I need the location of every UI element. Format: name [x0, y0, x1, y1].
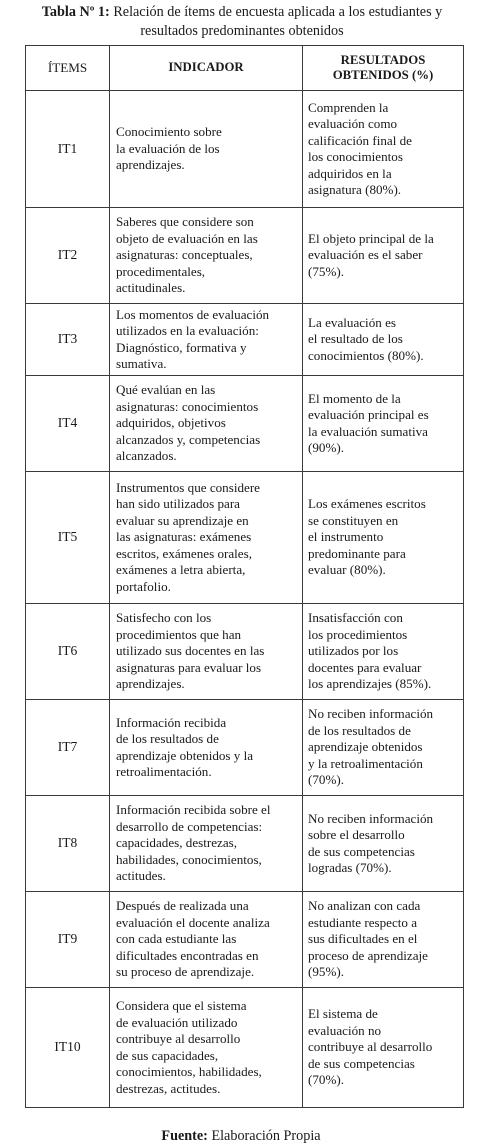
item-code: IT10: [26, 988, 110, 1108]
result-line: No reciben información: [308, 810, 434, 826]
table-row: [26, 892, 464, 988]
indicator-line: objeto de evaluación en las: [116, 230, 258, 246]
indicator-line: la evaluación de los: [116, 140, 220, 156]
survey-items-table: [25, 45, 464, 1108]
header-indicator: INDICADOR: [110, 46, 303, 91]
indicator-cell: [110, 91, 303, 208]
indicator-line: Diagnóstico, formativa y: [116, 339, 247, 355]
indicator-line: destrezas, actitudes.: [116, 1080, 221, 1096]
result-line: (70%).: [308, 1072, 344, 1088]
item-code: IT1: [26, 91, 110, 208]
result-line: (90%).: [308, 440, 344, 455]
result-line: contribuye al desarrollo: [308, 1039, 433, 1055]
indicator-line: de sus capacidades,: [116, 1047, 219, 1063]
indicator-line: Los momentos de evaluación: [116, 306, 270, 322]
table-row: [26, 604, 464, 700]
result-cell: [303, 892, 464, 988]
result-line: los conocimientos: [308, 149, 403, 164]
result-line: El sistema de: [308, 1006, 378, 1022]
item-code: IT8: [26, 796, 110, 892]
item-code: IT2: [26, 208, 110, 304]
indicator-line: exámenes a letra abierta,: [116, 562, 246, 578]
indicator-line: escritos, exámenes orales,: [116, 545, 252, 561]
indicator-line: actitudinales.: [116, 280, 186, 296]
indicator-line: las asignaturas: exámenes: [116, 529, 252, 545]
table-header-row: [26, 46, 464, 91]
item-code: IT3: [26, 304, 110, 376]
result-cell: [303, 472, 464, 604]
source-text: Elaboración Propia: [207, 1128, 321, 1144]
header-results: [303, 46, 464, 91]
indicator-line: Qué evalúan en las: [116, 382, 216, 398]
indicator-line: sumativa.: [116, 356, 167, 371]
result-line: de sus competencias: [308, 843, 415, 859]
table-row: [26, 988, 464, 1108]
indicator-line: utilizados en la evaluación:: [116, 323, 259, 338]
result-line: los procedimientos: [308, 626, 408, 642]
result-line: evaluación como: [308, 116, 398, 131]
indicator-line: portafolio.: [116, 578, 171, 594]
table-row: [26, 376, 464, 472]
indicator-line: desarrollo de competencias:: [116, 818, 263, 834]
item-code: IT9: [26, 892, 110, 988]
result-cell: [303, 796, 464, 892]
result-cell: [303, 208, 464, 304]
indicator-line: alcanzados y, competencias: [116, 431, 261, 447]
result-cell: [303, 700, 464, 796]
result-line: evaluación principal es: [308, 407, 429, 422]
result-cell: [303, 988, 464, 1108]
result-line: sobre el desarrollo: [308, 827, 405, 842]
indicator-line: asignaturas: conceptuales,: [116, 247, 253, 263]
result-line: (95%).: [308, 964, 344, 980]
table-row: [26, 700, 464, 796]
result-line: proceso de aprendizaje: [308, 947, 428, 963]
result-cell: [303, 91, 464, 208]
caption-label: Tabla Nº 1:: [41, 4, 110, 20]
result-line: logradas (70%).: [308, 860, 392, 875]
indicator-line: adquiridos, objetivos: [116, 415, 226, 431]
header-results-line-2: OBTENIDOS (%): [332, 68, 434, 82]
result-line: Comprenden la: [308, 99, 389, 115]
indicator-line: Satisfecho con los: [116, 610, 212, 626]
result-line: la evaluación sumativa: [308, 423, 428, 439]
item-code: IT7: [26, 700, 110, 796]
indicator-line: capacidades, destrezas,: [116, 835, 238, 851]
result-line: asignatura (80%).: [308, 182, 402, 197]
item-code: IT6: [26, 604, 110, 700]
header-results-line-1: RESULTADOS: [340, 52, 426, 67]
table-row: [26, 796, 464, 892]
result-line: conocimientos (80%).: [308, 347, 424, 363]
indicator-line: Saberes que considere son: [116, 214, 254, 230]
indicator-line: Después de realizada una: [116, 898, 249, 914]
indicator-line: alcanzados.: [116, 448, 177, 464]
indicator-line: contribuye al desarrollo: [116, 1031, 241, 1046]
indicator-cell: [110, 376, 303, 472]
indicator-cell: [110, 304, 303, 376]
result-line: La evaluación es: [308, 314, 396, 330]
table-caption: [2, 3, 482, 41]
result-cell: [303, 604, 464, 700]
indicator-line: Información recibida: [116, 714, 227, 730]
result-line: evaluar (80%).: [308, 562, 386, 578]
indicator-line: Conocimiento sobre: [116, 124, 222, 140]
table-source: [0, 1127, 482, 1145]
indicator-line: de evaluación utilizado: [116, 1014, 238, 1030]
result-cell: [303, 304, 464, 376]
result-line: aprendizaje obtenidos: [308, 739, 423, 755]
indicator-line: asignaturas para evaluar los: [116, 659, 262, 675]
header-items: ÍTEMS: [26, 46, 110, 91]
indicator-line: utilizado sus docentes en las: [116, 643, 265, 659]
result-line: Los exámenes escritos: [308, 496, 426, 512]
result-line: de los resultados de: [308, 722, 411, 738]
table-row: [26, 91, 464, 208]
result-line: se constituyen en: [308, 512, 399, 528]
result-line: El momento de la: [308, 390, 401, 406]
indicator-line: aprendizajes.: [116, 157, 185, 173]
result-line: adquiridos en la: [308, 165, 392, 181]
result-line: predominante para: [308, 545, 406, 561]
indicator-line: Considera que el sistema: [116, 998, 247, 1013]
indicator-line: asignaturas: conocimientos: [116, 398, 259, 414]
table-row: [26, 472, 464, 604]
indicator-line: procedimientos que han: [116, 626, 242, 642]
indicator-cell: [110, 796, 303, 892]
indicator-line: de los resultados de: [116, 731, 219, 746]
result-line: Insatisfacción con: [308, 610, 403, 626]
result-line: el instrumento: [308, 529, 384, 545]
result-line: sus dificultades en el: [308, 931, 418, 947]
caption-line-1: Relación de ítems de encuesta aplicada a los estudiantes y: [109, 4, 443, 20]
indicator-line: evaluar su aprendizaje en: [116, 512, 249, 528]
indicator-line: retroalimentación.: [116, 764, 212, 779]
indicator-line: habilidades, conocimientos,: [116, 851, 262, 867]
indicator-line: evaluación el docente analiza: [116, 914, 270, 930]
indicator-cell: [110, 700, 303, 796]
result-line: evaluación es el saber: [308, 247, 423, 263]
result-line: docentes para evaluar: [308, 659, 422, 675]
indicator-line: Información recibida sobre el: [116, 802, 271, 818]
table-row: [26, 304, 464, 376]
caption-line-2: resultados predominantes obtenidos: [140, 23, 344, 39]
result-line: (70%).: [308, 772, 344, 788]
indicator-cell: [110, 988, 303, 1108]
indicator-cell: [110, 892, 303, 988]
indicator-cell: [110, 604, 303, 700]
item-code: IT5: [26, 472, 110, 604]
indicator-line: han sido utilizados para: [116, 496, 240, 512]
result-line: los aprendizajes (85%).: [308, 676, 432, 692]
indicator-line: procedimentales,: [116, 263, 206, 279]
indicator-line: Instrumentos que considere: [116, 479, 260, 495]
result-line: (75%).: [308, 263, 344, 279]
result-line: evaluación no: [308, 1022, 382, 1038]
indicator-cell: [110, 208, 303, 304]
result-line: calificación final de: [308, 132, 412, 148]
indicator-line: aprendizajes.: [116, 676, 185, 692]
result-line: el resultado de los: [308, 331, 403, 347]
indicator-line: actitudes.: [116, 868, 166, 884]
indicator-line: conocimientos, habilidades,: [116, 1064, 262, 1079]
result-line: No reciben información: [308, 706, 434, 722]
result-line: utilizados por los: [308, 643, 399, 659]
result-line: y la retroalimentación: [308, 755, 423, 771]
indicator-line: con cada estudiante las: [116, 931, 237, 947]
result-line: de sus competencias: [308, 1055, 415, 1071]
indicator-line: aprendizaje obtenidos y la: [116, 747, 254, 763]
result-line: No analizan con cada: [308, 898, 421, 914]
indicator-line: su proceso de aprendizaje.: [116, 964, 255, 980]
indicator-line: dificultades encontradas en: [116, 947, 259, 963]
result-line: El objeto principal de la: [308, 230, 434, 246]
result-cell: [303, 376, 464, 472]
indicator-cell: [110, 472, 303, 604]
result-line: estudiante respecto a: [308, 914, 418, 930]
table-row: [26, 208, 464, 304]
source-label: Fuente:: [161, 1128, 208, 1144]
item-code: IT4: [26, 376, 110, 472]
